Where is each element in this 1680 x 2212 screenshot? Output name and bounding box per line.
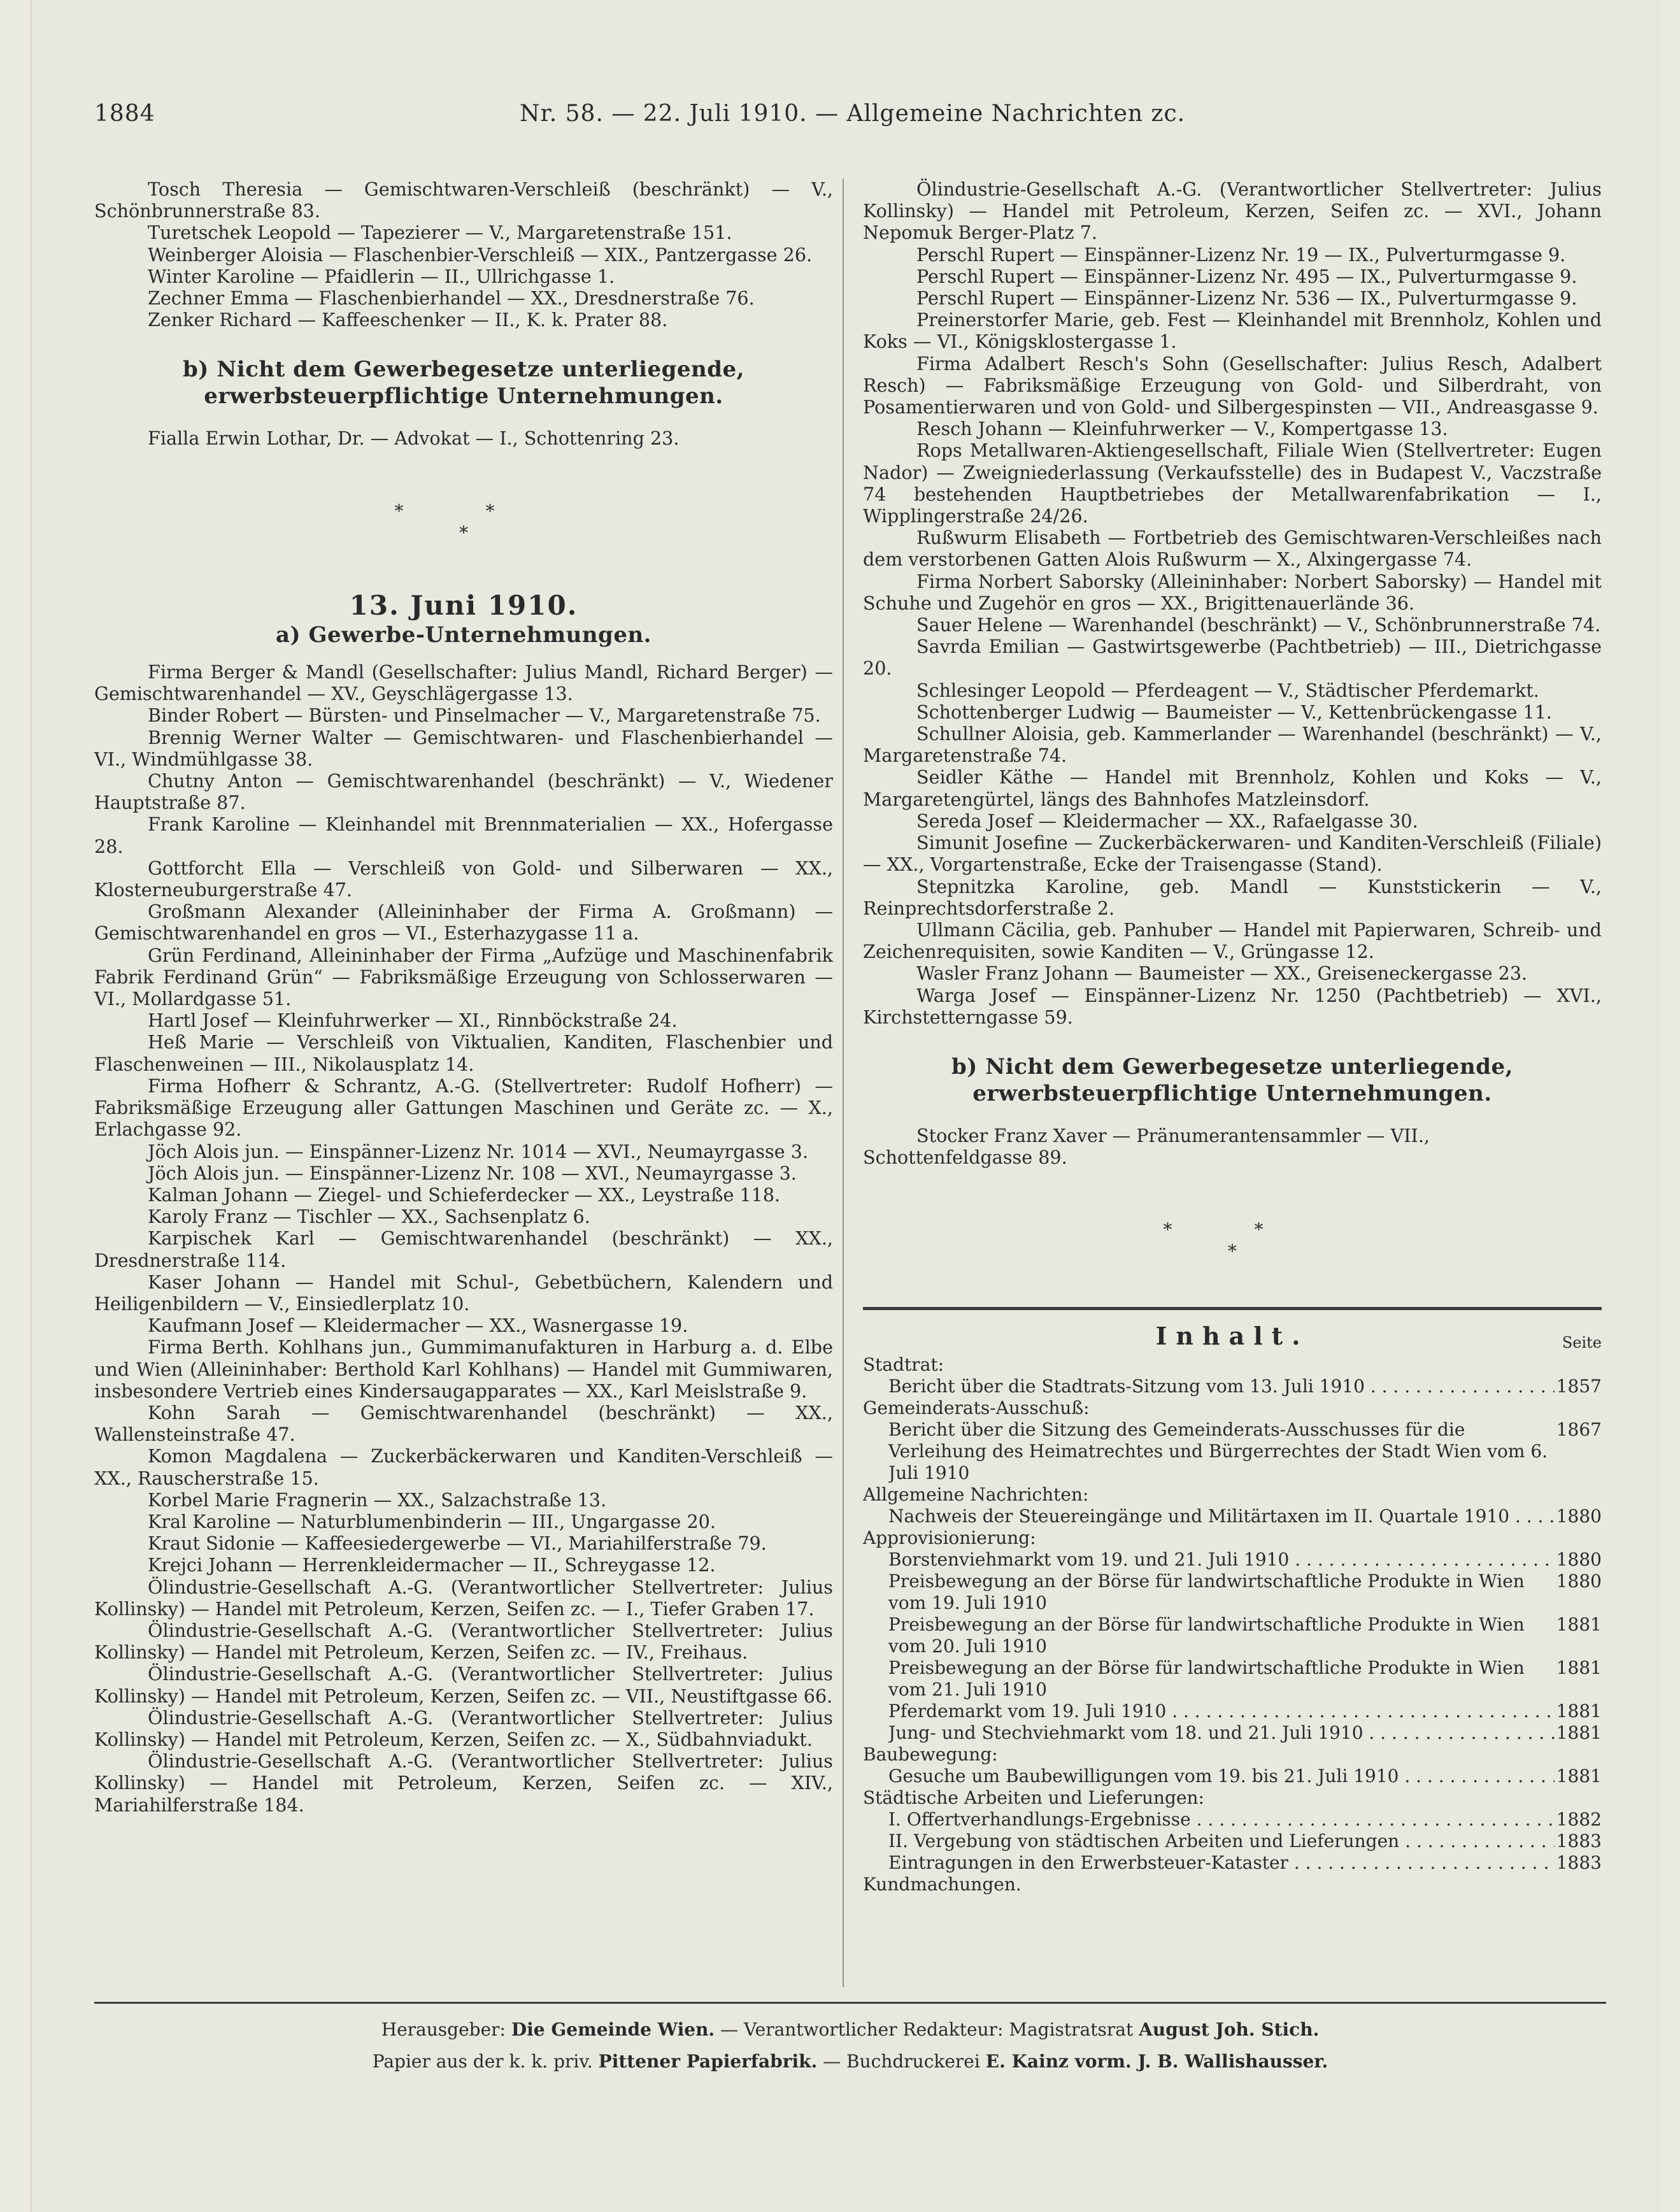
toc-entry-text: I. Offertverhandlungs-Ergebnisse . . . bbox=[888, 1809, 1555, 1830]
toc-entry-page: 1883 bbox=[1556, 1852, 1602, 1873]
list-item: Firma Norbert Saborsky (Alleininhaber: Norbert Saborsky) — Handel mit Schuhe und Zugehör en gros — XX., Brigittenauerlände 36. bbox=[863, 570, 1602, 614]
column-divider bbox=[843, 178, 844, 1987]
imprint-label-publisher: Herausgeber: bbox=[381, 2019, 506, 2040]
toc-entry-text: Bericht über die Sitzung des Gemeinderats-Ausschusses für die Verleihung des Heimatrechtes und Bürgerrechtes der Stadt Wien vom 6. Juli 1910 bbox=[888, 1418, 1548, 1483]
stars-right-top: * * bbox=[1163, 1219, 1302, 1241]
imprint-rule bbox=[94, 2002, 1606, 2004]
toc-category: Approvisionierung: bbox=[863, 1527, 1036, 1548]
toc-entry-text: Nachweis der Steuereingänge und Militärtaxen im II. Quartale 1910 . . . bbox=[888, 1506, 1555, 1527]
list-item: Kaser Johann — Handel mit Schul-, Gebetbüchern, Kalendern und Heiligenbildern — V., Einsiedlerplatz 10. bbox=[94, 1271, 833, 1315]
list-item: Winter Karoline — Pfaidlerin — II., Ullrichgasse 1. bbox=[148, 265, 615, 287]
imprint-paper-mill: Pittener Papierfabrik. bbox=[598, 2051, 818, 2072]
list-item: Resch Johann — Kleinfuhrwerker — V., Kompertgasse 13. bbox=[916, 418, 1448, 440]
list-item: Kalman Johann — Ziegel- und Schieferdecker — XX., Leystraße 118. bbox=[148, 1183, 781, 1206]
list-item: Karpischek Karl — Gemischtwarenhandel (beschränkt) — XX., Dresdnerstraße 114. bbox=[94, 1227, 833, 1271]
list-item: Firma Berth. Kohlhans jun., Gummimanufakturen in Harburg a. d. Elbe und Wien (Alleininhaber: Berthold Karl Kohlhans) — Handel mit Gummiwaren, insbesondere Vertrieb eines Kindersaugapparates — XX., Karl Meislstraße 9. bbox=[94, 1336, 833, 1402]
imprint-editor: August Joh. Stich. bbox=[1139, 2019, 1320, 2040]
imprint-printer: E. Kainz vorm. J. B. Wallishausser. bbox=[985, 2051, 1328, 2072]
list-item: Seidler Käthe — Handel mit Brennholz, Kohlen und Koks — V., Margaretengürtel, längs des Bahnhofes Matzleinsdorf. bbox=[863, 766, 1602, 810]
list-item: Zenker Richard — Kaffeeschenker — II., K. k. Prater 88. bbox=[148, 309, 668, 331]
list-item: Kaufmann Josef — Kleidermacher — XX., Wasnergasse 19. bbox=[148, 1315, 688, 1337]
toc-entry[interactable] bbox=[888, 1549, 1602, 1571]
list-item: Grün Ferdinand, Alleininhaber der Firma „Aufzüge und Maschinenfabrik Fabrik Ferdinand Grün“ — Fabriksmäßige Erzeugung von Schlosserwaren — VI., Mollardgasse 51. bbox=[94, 944, 833, 1010]
list-item: Rops Metallwaren-Aktiengesellschaft, Filiale Wien (Stellvertreter: Eugen Nador) — Zweigniederlassung (Verkaufsstelle) des in Budapest V., Vaczstraße 74 bestehenden Hauptbetriebes der Metallwarenfabrikation — I., Wipplingerstraße 24/26. bbox=[863, 439, 1602, 527]
list-item: Frank Karoline — Kleinhandel mit Brennmaterialien — XX., Hofergasse 28. bbox=[94, 813, 833, 857]
date-heading: 13. Juni 1910. bbox=[349, 589, 578, 621]
list-item: Tosch Theresia — Gemischtwaren-Verschleiß (beschränkt) — V., Schönbrunnerstraße 83. bbox=[94, 178, 833, 222]
list-item: Kral Karoline — Naturblumenbinderin — III., Ungargasse 20. bbox=[148, 1510, 716, 1532]
toc-entry[interactable] bbox=[888, 1376, 1602, 1397]
list-item: Korbel Marie Fragnerin — XX., Salzachstraße 13. bbox=[148, 1488, 607, 1511]
list-item: Schullner Aloisia, geb. Kammerlander — Warenhandel (beschränkt) — V., Margaretenstraße 74. bbox=[863, 723, 1602, 767]
toc-entry-page: 1881 bbox=[1556, 1722, 1602, 1743]
toc-entry[interactable] bbox=[888, 1809, 1602, 1830]
toc-entry-page: 1883 bbox=[1556, 1830, 1602, 1852]
toc-seite-label: Seite bbox=[1562, 1334, 1602, 1352]
toc-entry-page: 1881 bbox=[1556, 1657, 1602, 1678]
list-item: Sereda Josef — Kleidermacher — XX., Rafaelgasse 30. bbox=[916, 810, 1418, 832]
imprint-publisher: Die Gemeinde Wien. bbox=[511, 2019, 715, 2040]
list-item: Hartl Josef — Kleinfuhrwerker — XI., Rinnböckstraße 24. bbox=[148, 1010, 678, 1032]
toc-entry-text: Eintragungen in den Erwerbsteuer-Kataster . . . bbox=[888, 1852, 1555, 1874]
imprint-line-2 bbox=[94, 2051, 1606, 2072]
list-item: Großmann Alexander (Alleininhaber der Firma A. Großmann) — Gemischtwarenhandel en gros — VI., Esterhazygasse 11 a. bbox=[94, 901, 833, 945]
toc-entry-text: Preisbewegung an der Börse für landwirtschaftliche Produkte in Wien vom 19. Juli 1910 bbox=[888, 1570, 1525, 1613]
list-item: Krejci Johann — Herrenkleidermacher — II., Schreygasse 12. bbox=[148, 1554, 716, 1576]
toc-entry-page: 1880 bbox=[1556, 1570, 1602, 1592]
toc-category: Städtische Arbeiten und Lieferungen: bbox=[863, 1787, 1204, 1808]
list-item: Kohn Sarah — Gemischtwarenhandel (beschränkt) — XX., Wallensteinstraße 47. bbox=[94, 1401, 833, 1446]
imprint-label-printer: — Buchdruckerei bbox=[823, 2051, 980, 2072]
toc-entry-page: 1880 bbox=[1556, 1505, 1602, 1527]
list-item: Sauer Helene — Warenhandel (beschränkt) — V., Schönbrunnerstraße 74. bbox=[916, 614, 1601, 636]
toc-entry-page: 1882 bbox=[1556, 1808, 1602, 1830]
list-item: Turetschek Leopold — Tapezierer — V., Margaretenstraße 151. bbox=[148, 222, 732, 244]
toc-category: Stadtrat: bbox=[863, 1353, 944, 1375]
list-item: Gottforcht Ella — Verschleiß von Gold- und Silberwaren — XX., Klosterneuburgerstraße 47. bbox=[94, 857, 833, 901]
toc-entry-text: Preisbewegung an der Börse für landwirtschaftliche Produkte in Wien vom 20. Juli 1910 bbox=[888, 1613, 1525, 1657]
list-item: Kraut Sidonie — Kaffeesiedergewerbe — VI., Mariahilferstraße 79. bbox=[148, 1532, 767, 1555]
list-item: Firma Hofherr & Schrantz, A.-G. (Stellvertreter: Rudolf Hofherr) — Fabriksmäßige Erzeugung aller Gattungen Maschinen und Geräte zc. — X., Erlachgasse 92. bbox=[94, 1074, 833, 1141]
section-b-entry-left: Fialla Erwin Lothar, Dr. — Advokat — I., Schottenring 23. bbox=[148, 427, 680, 450]
list-item: Savrda Emilian — Gastwirtsgewerbe (Pachtbetrieb) — III., Dietrichgasse 20. bbox=[863, 636, 1602, 680]
toc-title bbox=[863, 1322, 1602, 1352]
right-column bbox=[863, 178, 1602, 1895]
list-item: Zechner Emma — Flaschenbierhandel — XX., Dresdnerstraße 76. bbox=[148, 287, 755, 310]
toc-category: Kundmachungen. bbox=[863, 1873, 1022, 1895]
toc-entry-page: 1881 bbox=[1556, 1765, 1602, 1787]
toc-rule bbox=[863, 1307, 1602, 1310]
list-item: Ölindustrie-Gesellschaft A.-G. (Verantwortlicher Stellvertreter: Julius Kollinsky) — Handel mit Petroleum, Kerzen, Seifen zc. — XVI., Johann Nepomuk Berger-Platz 7. bbox=[863, 178, 1602, 244]
list-item: Preinerstorfer Marie, geb. Fest — Kleinhandel mit Brennholz, Kohlen und Koks — VI., Königsklostergasse 1. bbox=[863, 309, 1602, 353]
list-item: Jöch Alois jun. — Einspänner-Lizenz Nr. 108 — XVI., Neumayrgasse 3. bbox=[148, 1162, 797, 1184]
toc-entry-text: Pferdemarkt vom 19. Juli 1910 . . . bbox=[888, 1701, 1555, 1722]
toc-entry[interactable] bbox=[888, 1722, 1602, 1744]
list-item: Ölindustrie-Gesellschaft A.-G. (Verantwortlicher Stellvertreter: Julius Kollinsky) — Handel mit Petroleum, Kerzen, Seifen zc. — I., Tiefer Graben 17. bbox=[94, 1576, 833, 1620]
list-item: Perschl Rupert — Einspänner-Lizenz Nr. 536 — IX., Pulverturmgasse 9. bbox=[916, 287, 1577, 310]
toc-entry[interactable] bbox=[888, 1419, 1602, 1484]
toc-entry-text: II. Vergebung von städtischen Arbeiten und Lieferungen . . . bbox=[888, 1830, 1555, 1852]
toc-entry[interactable] bbox=[888, 1614, 1602, 1657]
entry-list-a bbox=[94, 661, 833, 1816]
table-of-contents bbox=[863, 1354, 1602, 1895]
section-a-title: a) Gewerbe-Unternehmungen. bbox=[275, 622, 652, 648]
toc-entry-page: 1867 bbox=[1556, 1418, 1602, 1440]
toc-category: Gemeinderats-Ausschuß: bbox=[863, 1397, 1090, 1418]
toc-entry[interactable] bbox=[888, 1657, 1602, 1701]
list-item: Perschl Rupert — Einspänner-Lizenz Nr. 19 — IX., Pulverturmgasse 9. bbox=[916, 243, 1566, 266]
left-column bbox=[94, 178, 833, 1816]
list-item: Schottenberger Ludwig — Baumeister — V., Kettenbrückengasse 11. bbox=[916, 701, 1553, 723]
toc-entry[interactable] bbox=[888, 1506, 1602, 1527]
list-item: Karoly Franz — Tischler — XX., Sachsenplatz 6. bbox=[148, 1206, 590, 1228]
entry-list-top bbox=[94, 178, 833, 331]
toc-category: Baubewegung: bbox=[863, 1743, 998, 1765]
stars-left-bottom: * bbox=[459, 522, 468, 543]
stars-left-top: * * bbox=[394, 500, 533, 522]
imprint-label-editor: — Verantwortlicher Redakteur: Magistratsrat bbox=[720, 2019, 1134, 2040]
list-item: Weinberger Aloisia — Flaschenbier-Verschleiß — XIX., Pantzergasse 26. bbox=[148, 243, 813, 266]
list-item: Firma Adalbert Resch's Sohn (Gesellschafter: Julius Resch, Adalbert Resch) — Fabriksmäßige Erzeugung von Gold- und Silberdraht, von Posamentierwaren und von Gold- und Silbergespinsten — VII., Andreasgasse 9. bbox=[863, 352, 1602, 418]
list-item: Perschl Rupert — Einspänner-Lizenz Nr. 495 — IX., Pulverturmgasse 9. bbox=[916, 265, 1577, 287]
list-item: Komon Magdalena — Zuckerbäckerwaren und Kanditen-Verschleiß — XX., Rauscherstraße 15. bbox=[94, 1445, 833, 1489]
list-item: Jöch Alois jun. — Einspänner-Lizenz Nr. 1014 — XVI., Neumayrgasse 3. bbox=[148, 1140, 809, 1162]
toc-entry[interactable] bbox=[888, 1571, 1602, 1614]
toc-entry[interactable] bbox=[888, 1830, 1602, 1852]
masthead: Nr. 58. — 22. Juli 1910. — Allgemeine Nachrichten zc. bbox=[520, 101, 1186, 127]
toc-entry-text: Gesuche um Baubewilligungen vom 19. bis 21. Juli 1910 . . . bbox=[888, 1766, 1555, 1787]
list-item: Chutny Anton — Gemischtwarenhandel (beschränkt) — V., Wiedener Hauptstraße 87. bbox=[94, 770, 833, 814]
list-item: Ölindustrie-Gesellschaft A.-G. (Verantwortlicher Stellvertreter: Julius Kollinsky) — Handel mit Petroleum, Kerzen, Seifen zc. — XIV., Mariahilferstraße 184. bbox=[94, 1750, 833, 1816]
list-item: Ullmann Cäcilia, geb. Panhuber — Handel mit Papierwaren, Schreib- und Zeichenrequisiten, sowie Kanditen — V., Grüngasse 12. bbox=[863, 918, 1602, 963]
toc-entry-text: Bericht über die Stadtrats-Sitzung vom 13. Juli 1910 . . . bbox=[888, 1376, 1555, 1397]
list-item: Heß Marie — Verschleiß von Viktualien, Kanditen, Flaschenbier und Flaschenweinen — III., Nikolausplatz 14. bbox=[94, 1031, 833, 1075]
toc-entry-text: Preisbewegung an der Börse für landwirtschaftliche Produkte in Wien vom 21. Juli 1910 bbox=[888, 1657, 1525, 1700]
list-item: Ölindustrie-Gesellschaft A.-G. (Verantwortlicher Stellvertreter: Julius Kollinsky) — Handel mit Petroleum, Kerzen, Seifen zc. — VII., Neustiftgasse 66. bbox=[94, 1663, 833, 1707]
list-item: Warga Josef — Einspänner-Lizenz Nr. 1250 (Pachtbetrieb) — XVI., Kirchstetterngasse 59. bbox=[863, 984, 1602, 1028]
list-item: Rußwurm Elisabeth — Fortbetrieb des Gemischtwaren-Verschleißes nach dem verstorbenen Gatten Alois Rußwurm — X., Alxingergasse 74. bbox=[863, 527, 1602, 571]
imprint-line-1 bbox=[94, 2019, 1606, 2040]
section-b-title-right: b) Nicht dem Gewerbegesetze unterliegende, erwerbsteuerpflichtige Unternehmungen. bbox=[951, 1053, 1513, 1106]
toc-entry-page: 1881 bbox=[1556, 1700, 1602, 1722]
list-item: Ölindustrie-Gesellschaft A.-G. (Verantwortlicher Stellvertreter: Julius Kollinsky) — Handel mit Petroleum, Kerzen, Seifen zc. — X., Südbahnviadukt. bbox=[94, 1706, 833, 1750]
list-item: Binder Robert — Bürsten- und Pinselmacher — V., Margaretenstraße 75. bbox=[148, 704, 821, 727]
imprint-label-paper: Papier aus der k. k. priv. bbox=[372, 2051, 593, 2072]
list-item: Schlesinger Leopold — Pferdeagent — V., Städtischer Pferdemarkt. bbox=[916, 679, 1539, 701]
page-number: 1884 bbox=[94, 101, 155, 127]
list-item: Brennig Werner Walter — Gemischtwaren- und Flaschenbierhandel — VI., Windmühlgasse 38. bbox=[94, 726, 833, 770]
toc-entry[interactable] bbox=[888, 1766, 1602, 1787]
toc-entry-page: 1881 bbox=[1556, 1613, 1602, 1635]
entry-list-right bbox=[863, 178, 1602, 1028]
toc-entry-page: 1880 bbox=[1556, 1548, 1602, 1570]
toc-heading: Inhalt. bbox=[1155, 1322, 1309, 1351]
toc-category: Allgemeine Nachrichten: bbox=[863, 1483, 1089, 1505]
toc-entry[interactable] bbox=[888, 1852, 1602, 1874]
toc-entry-text: Jung- und Stechviehmarkt vom 18. und 21. Juli 1910 . . . bbox=[888, 1722, 1555, 1744]
toc-entry-text: Borstenviehmarkt vom 19. und 21. Juli 1910 . . . bbox=[888, 1549, 1555, 1571]
section-b-entry-right: Stocker Franz Xaver — Pränumerantensammler — VII., Schottenfeldgasse 89. bbox=[863, 1124, 1430, 1169]
toc-entry[interactable] bbox=[888, 1701, 1602, 1722]
stars-right-bottom: * bbox=[1228, 1241, 1237, 1262]
list-item: Wasler Franz Johann — Baumeister — XX., Greiseneckergasse 23. bbox=[916, 962, 1528, 985]
list-item: Firma Berger & Mandl (Gesellschafter: Julius Mandl, Richard Berger) — Gemischtwarenhandel — XV., Geyschlägergasse 13. bbox=[94, 661, 833, 705]
list-item: Stepnitzka Karoline, geb. Mandl — Kunststickerin — V., Reinprechtsdorferstraße 2. bbox=[863, 875, 1602, 919]
list-item: Ölindustrie-Gesellschaft A.-G. (Verantwortlicher Stellvertreter: Julius Kollinsky) — Handel mit Petroleum, Kerzen, Seifen zc. — IV., Freihaus. bbox=[94, 1619, 833, 1664]
section-b-title-left: b) Nicht dem Gewerbegesetze unterliegende, erwerbsteuerpflichtige Unternehmungen. bbox=[183, 357, 744, 410]
toc-entry-page: 1857 bbox=[1556, 1375, 1602, 1397]
list-item: Simunit Josefine — Zuckerbäckerwaren- und Kanditen-Verschleiß (Filiale) — XX., Vorgartenstraße, Ecke der Traisengasse (Stand). bbox=[863, 832, 1602, 876]
